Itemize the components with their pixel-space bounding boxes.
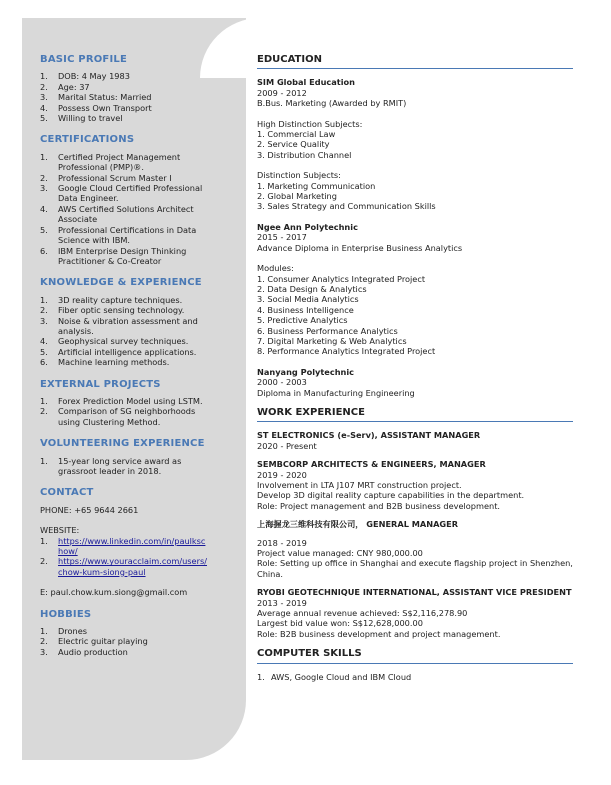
job-line: Role: Setting up office in Shanghai and execute flagship project in Shenzhen, China. [257,558,573,579]
list-item: 6. IBM Enterprise Design Thinking Practitioner & Co-Creator [40,245,187,266]
list-item: 1. AWS, Google Cloud and IBM Cloud [257,671,412,682]
job-title: 上海握龙三维科技有限公司， GENERAL MANAGER [257,519,459,530]
sim-degree: B.Bus. Marketing (Awarded by RMIT) [257,98,407,109]
list-item: 4. Business Intelligence [257,304,354,315]
list-item: 4. Possess Own Transport [40,102,152,113]
job-line: Role: B2B business development and project management. [257,628,501,639]
list-item: 2. Service Quality [257,139,330,150]
d-label: Distinction Subjects: [257,170,341,181]
ngee-ann-diploma: Advance Diploma in Enterprise Business Analytics [257,242,463,253]
list-item: 3. Audio production [40,646,128,657]
list-item: 1. 15-year long service award as grassroot leader in 2018. [40,455,182,476]
external-projects-heading: EXTERNAL PROJECTS [40,378,161,390]
list-item: 3. Google Cloud Certified Professional Data Engineer. [40,183,203,204]
acclaim-link[interactable]: https://www.youracclaim.com/users/chow-kum-siong-paul [58,556,207,577]
hobbies-list [40,626,210,657]
work-heading: WORK EXPERIENCE [257,408,573,422]
nanyang-years: 2000 - 2003 [257,377,307,388]
job-title: RYOBI GEOTECHNIQUE INTERNATIONAL, ASSISTANT VICE PRESIDENT [257,587,572,598]
list-item: 1. Forex Prediction Model using LSTM. [40,395,203,406]
list-item: 4. AWS Certified Solutions Architect Associate [40,203,194,225]
list-item: 1. Marketing Communication [257,180,376,191]
ngee-ann-name: Ngee Ann Polytechnic [257,221,358,232]
certifications-list [40,152,210,266]
website-links [40,536,210,578]
linkedin-link[interactable]: https://www.linkedin.com/in/paulkschow/ [58,535,206,557]
hobbies-heading: HOBBIES [40,608,92,620]
website-label: WEBSITE: [40,525,80,536]
list-item: 6. Business Performance Analytics [257,325,398,336]
list-item: 5. Artificial intelligence applications. [40,346,197,357]
phone-text: PHONE: +65 9644 2661 [40,504,139,515]
list-item: 1. DOB: 4 May 1983 [40,71,130,82]
job-line: Project value managed: CNY 980,000.00 [257,548,423,559]
sim-name: SIM Global Education [257,77,355,88]
job-title: SEMBCORP ARCHITECTS & ENGINEERS, MANAGER [257,459,486,470]
external-projects-list [40,396,210,427]
list-item: 4. Geophysical survey techniques. [40,336,189,347]
nanyang-diploma: Diploma in Manufacturing Engineering [257,387,415,398]
job-line: 2019 - 2020 [257,469,307,480]
list-item: 2. https://www.youracclaim.com/users/chow-kum-siong-paul [40,556,210,577]
job-line: Develop 3D digital reality capture capabilities in the department. [257,490,525,501]
nanyang-name: Nanyang Polytechnic [257,366,355,377]
job-line: 2013 - 2019 [257,597,307,608]
list-item: 1. 3D reality capture techniques. [40,294,183,305]
basic-profile-list [40,71,210,123]
email-text: E: paul.chow.kum.siong@gmail.com [40,587,188,598]
ngee-ann-years: 2015 - 2017 [257,232,307,243]
job-line: Involvement in LTA J107 MRT construction project. [257,480,462,490]
sim-years: 2009 - 2012 [257,87,307,98]
knowledge-list [40,295,210,368]
sidebar [40,55,210,657]
list-item: 3. Marital Status: Married [40,92,152,103]
job-line: Average annual revenue achieved: S$2,116,278.90 [257,608,468,619]
job-line: 2020 - Present [257,440,317,451]
basic-profile-heading: BASIC PROFILE [40,54,127,65]
list-item: 2. Data Design & Analytics [257,283,367,294]
list-item: 5. Predictive Analytics [257,315,348,326]
list-item: 5. Willing to travel [40,113,123,124]
list-item: 6. Machine learning methods. [40,357,170,368]
education-heading: EDUCATION [257,55,573,69]
list-item: 2. Fiber optic sensing technology. [40,305,185,316]
certifications-heading: CERTIFICATIONS [40,134,135,146]
list-item: 2. Age: 37 [40,81,90,92]
job-line: 2018 - 2019 [257,537,307,548]
knowledge-heading: KNOWLEDGE & EXPERIENCE [40,277,202,289]
list-item: 2. Professional Scrum Master I [40,172,172,183]
list-item: 2. Electric guitar playing [40,636,148,647]
job-line: Largest bid value won: S$12,628,000.00 [257,618,423,629]
contact-heading: CONTACT [40,487,94,499]
list-item: 1. Drones [40,626,87,637]
main-column [257,55,573,682]
list-item: 3. Social Media Analytics [257,294,359,305]
volunteering-heading: VOLUNTEERING EXPERIENCE [40,438,205,450]
list-item: 5. Professional Certifications in Data Science with IBM. [40,224,197,246]
job-line: Role: Project management and B2B business development. [257,500,501,511]
list-item: 3. Distribution Channel [257,149,352,160]
list-item: 1. Consumer Analytics Integrated Project [257,273,426,284]
list-item: 1. Commercial Law [257,129,336,140]
list-item: 2. Global Marketing [257,191,337,202]
list-item: 3. Sales Strategy and Communication Skills [257,201,436,212]
list-item: 1. Certified Project Management Professional (PMP)®. [40,151,181,173]
modules-label: Modules: [257,263,294,274]
volunteering-list [40,456,210,477]
list-item: 8. Performance Analytics Integrated Project [257,346,436,357]
job-title: ST ELECTRONICS (e-Serv), ASSISTANT MANAGER [257,430,481,441]
list-item: 3. Noise & vibration assessment and analysis. [40,315,198,336]
hd-label: High Distinction Subjects: [257,118,363,129]
list-item: 2. Comparison of SG neighborhoods using Clustering Method. [40,406,196,427]
skills-heading: COMPUTER SKILLS [257,649,573,663]
list-item: 7. Digital Marketing & Web Analytics [257,335,407,346]
list-item: 1. https://www.linkedin.com/in/paulkschow/ [40,536,210,557]
